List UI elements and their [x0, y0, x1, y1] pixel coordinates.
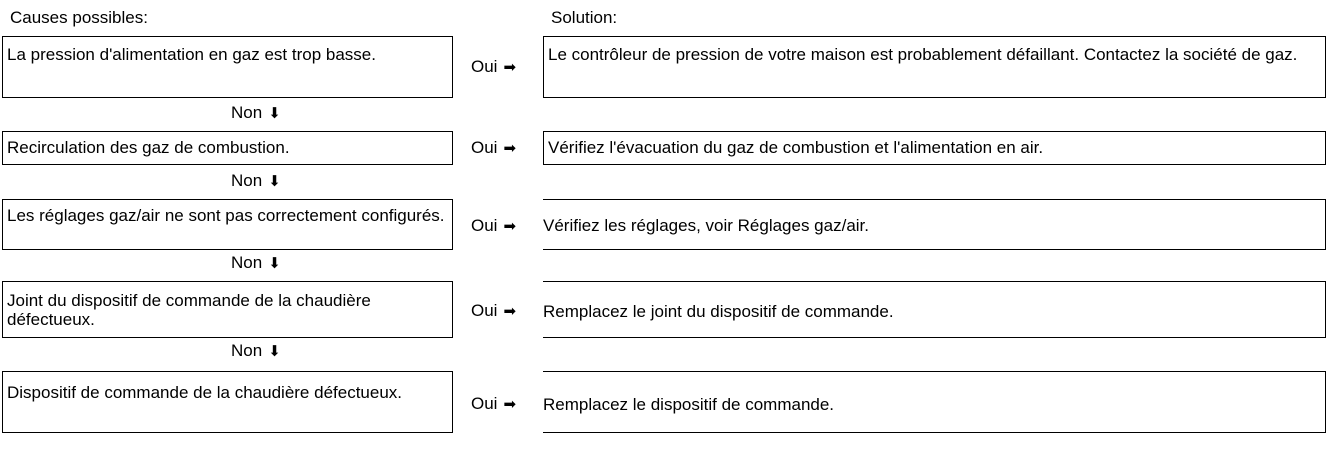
- no-label: Non: [231, 103, 263, 122]
- yes-label: Oui: [471, 216, 498, 235]
- yes-connector-1: [471, 57, 516, 78]
- no-connector-2: [231, 171, 281, 192]
- yes-label: Oui: [471, 138, 498, 157]
- no-label: Non: [231, 253, 263, 272]
- no-connector-1: [231, 103, 281, 124]
- right-arrow-icon: ➡: [503, 218, 517, 235]
- yes-connector-2: [471, 138, 516, 159]
- down-arrow-icon: ⬇: [268, 255, 281, 272]
- cause-box-4: Joint du dispositif de commande de la chaudière défectueux.: [2, 281, 453, 338]
- solution-box-3: Vérifiez les réglages, voir Réglages gaz/air.: [543, 199, 1326, 250]
- right-arrow-icon: ➡: [503, 140, 517, 157]
- no-label: Non: [231, 341, 263, 360]
- causes-header: Causes possibles:: [10, 8, 148, 27]
- yes-label: Oui: [471, 57, 498, 76]
- yes-connector-3: [471, 216, 516, 237]
- down-arrow-icon: ⬇: [268, 343, 281, 360]
- solution-box-2: Vérifiez l'évacuation du gaz de combustion et l'alimentation en air.: [543, 131, 1326, 165]
- yes-connector-4: [471, 301, 516, 322]
- yes-label: Oui: [471, 301, 498, 320]
- cause-box-1: La pression d'alimentation en gaz est trop basse.: [2, 36, 453, 98]
- yes-connector-5: [471, 394, 516, 415]
- right-arrow-icon: ➡: [503, 59, 517, 76]
- no-connector-4: [231, 341, 281, 362]
- right-arrow-icon: ➡: [503, 396, 517, 413]
- solution-box-1: Le contrôleur de pression de votre maison est probablement défaillant. Contactez la société de gaz.: [543, 36, 1326, 98]
- cause-box-5: Dispositif de commande de la chaudière défectueux.: [2, 371, 453, 433]
- cause-box-3: Les réglages gaz/air ne sont pas correctement configurés.: [2, 199, 453, 250]
- cause-box-2: Recirculation des gaz de combustion.: [2, 131, 453, 165]
- no-connector-3: [231, 253, 281, 274]
- down-arrow-icon: ⬇: [268, 105, 281, 122]
- solution-box-4: Remplacez le joint du dispositif de commande.: [543, 281, 1326, 338]
- solution-header: Solution:: [551, 8, 618, 27]
- no-label: Non: [231, 171, 263, 190]
- down-arrow-icon: ⬇: [268, 173, 281, 190]
- yes-label: Oui: [471, 394, 498, 413]
- right-arrow-icon: ➡: [503, 303, 517, 320]
- solution-box-5: Remplacez le dispositif de commande.: [543, 371, 1326, 433]
